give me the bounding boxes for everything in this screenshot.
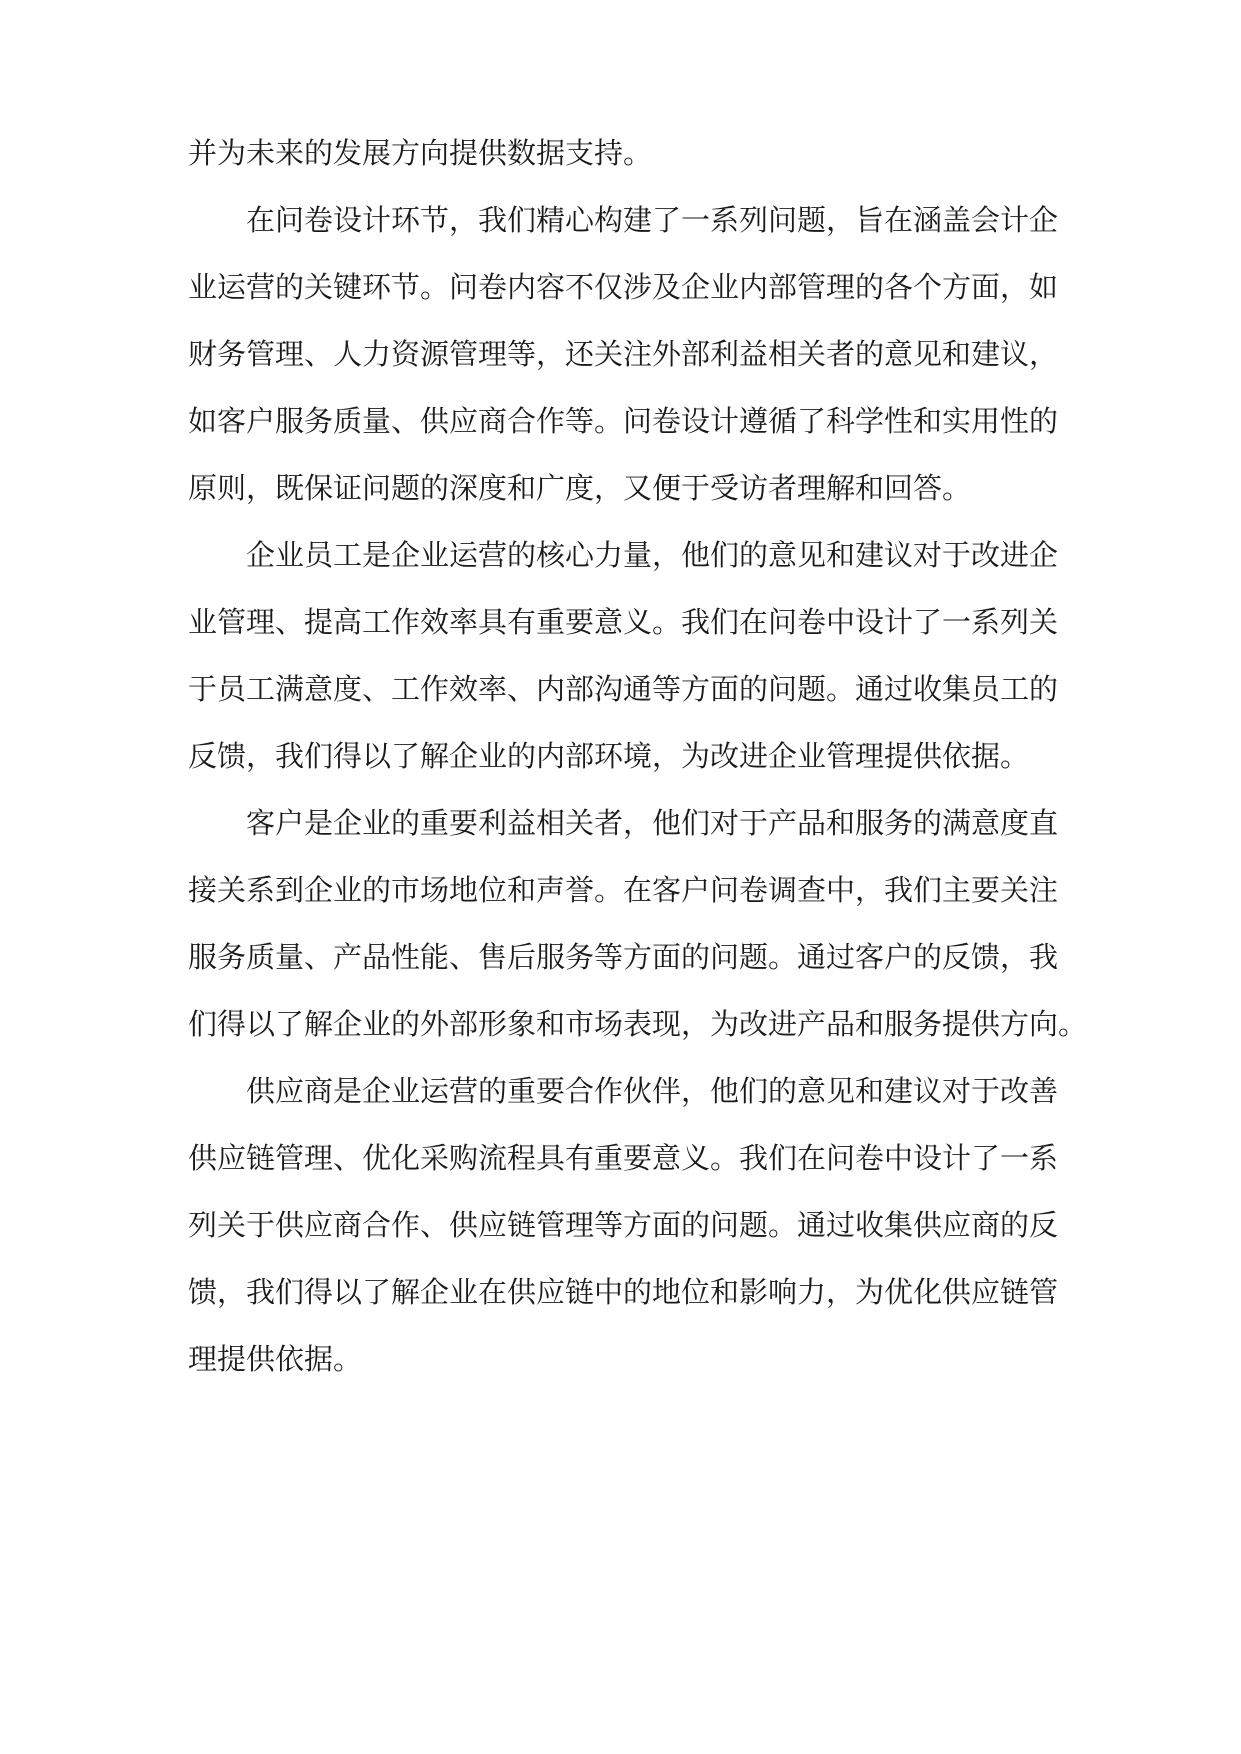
text-line: 反馈，我们得以了解企业的内部环境，为改进企业管理提供依据。 — [188, 739, 1030, 773]
text-line: 馈，我们得以了解企业在供应链中的地位和影响力，为优化供应链管 — [188, 1275, 1059, 1309]
text-line: 们得以了解企业的外部形象和市场表现，为改进产品和服务提供方向。 — [188, 1007, 1088, 1041]
text-line: 理提供依据。 — [188, 1342, 363, 1376]
text-line: 财务管理、人力资源管理等，还关注外部利益相关者的意见和建议， — [188, 337, 1059, 371]
paragraph-first-line: 企业员工是企业运营的核心力量，他们的意见和建议对于改进企 — [246, 538, 1059, 572]
paragraph-first-line: 客户是企业的重要利益相关者，他们对于产品和服务的满意度直 — [246, 806, 1059, 840]
text-line: 服务质量、产品性能、售后服务等方面的问题。通过客户的反馈，我 — [188, 940, 1059, 974]
text-line: 如客户服务质量、供应商合作等。问卷设计遵循了科学性和实用性的 — [188, 404, 1059, 438]
text-line: 业运营的关键环节。问卷内容不仅涉及企业内部管理的各个方面，如 — [188, 270, 1059, 304]
text-line: 供应链管理、优化采购流程具有重要意义。我们在问卷中设计了一系 — [188, 1141, 1059, 1175]
paragraph-first-line: 在问卷设计环节，我们精心构建了一系列问题，旨在涵盖会计企 — [246, 203, 1059, 237]
text-line: 接关系到企业的市场地位和声誉。在客户问卷调查中，我们主要关注 — [188, 873, 1059, 907]
text-line: 业管理、提高工作效率具有重要意义。我们在问卷中设计了一系列关 — [188, 605, 1059, 639]
text-line: 列关于供应商合作、供应链管理等方面的问题。通过收集供应商的反 — [188, 1208, 1059, 1242]
text-line: 原则，既保证问题的深度和广度，又便于受访者理解和回答。 — [188, 471, 972, 505]
text-line: 于员工满意度、工作效率、内部沟通等方面的问题。通过收集员工的 — [188, 672, 1059, 706]
paragraph-first-line: 供应商是企业运营的重要合作伙伴，他们的意见和建议对于改善 — [246, 1074, 1059, 1108]
text-line: 并为未来的发展方向提供数据支持。 — [188, 136, 653, 170]
